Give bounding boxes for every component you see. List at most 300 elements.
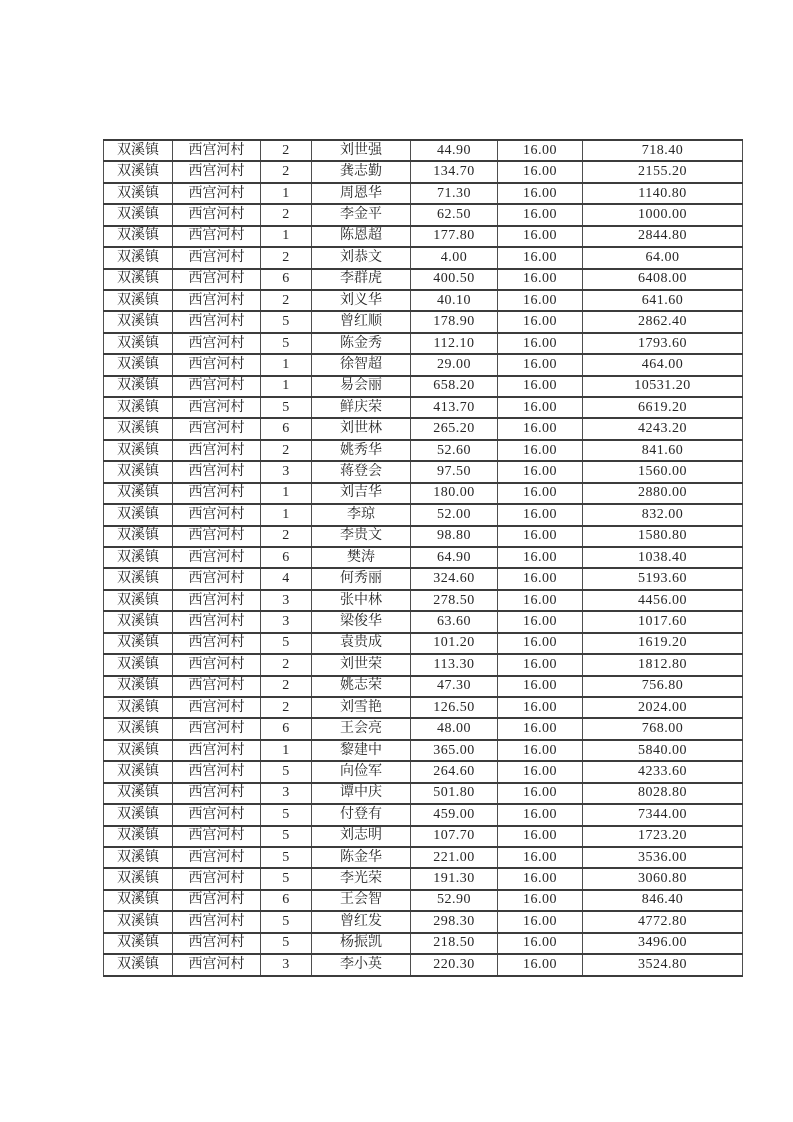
cell-group-number: 1 bbox=[261, 504, 312, 525]
cell-amount: 64.00 bbox=[583, 247, 743, 268]
cell-group-number: 5 bbox=[261, 911, 312, 932]
cell-person-name: 李光荣 bbox=[312, 868, 411, 889]
cell-village: 西宫河村 bbox=[173, 804, 261, 825]
cell-rate: 16.00 bbox=[498, 826, 583, 847]
cell-area: 365.00 bbox=[411, 740, 498, 761]
cell-amount: 464.00 bbox=[583, 354, 743, 375]
cell-person-name: 刘世强 bbox=[312, 140, 411, 161]
cell-group-number: 6 bbox=[261, 269, 312, 290]
cell-town: 双溪镇 bbox=[104, 161, 173, 182]
cell-town: 双溪镇 bbox=[104, 633, 173, 654]
table-row bbox=[104, 440, 743, 461]
cell-group-number: 1 bbox=[261, 740, 312, 761]
cell-town: 双溪镇 bbox=[104, 890, 173, 911]
table-row bbox=[104, 633, 743, 654]
cell-village: 西宫河村 bbox=[173, 740, 261, 761]
cell-rate: 16.00 bbox=[498, 504, 583, 525]
cell-rate: 16.00 bbox=[498, 526, 583, 547]
cell-group-number: 2 bbox=[261, 140, 312, 161]
cell-person-name: 谭中庆 bbox=[312, 783, 411, 804]
cell-rate: 16.00 bbox=[498, 868, 583, 889]
table-row bbox=[104, 890, 743, 911]
cell-rate: 16.00 bbox=[498, 933, 583, 954]
cell-person-name: 刘志明 bbox=[312, 826, 411, 847]
cell-town: 双溪镇 bbox=[104, 354, 173, 375]
cell-rate: 16.00 bbox=[498, 311, 583, 332]
cell-area: 278.50 bbox=[411, 590, 498, 611]
cell-rate: 16.00 bbox=[498, 611, 583, 632]
cell-village: 西宫河村 bbox=[173, 461, 261, 482]
cell-person-name: 李金平 bbox=[312, 204, 411, 225]
cell-person-name: 李群虎 bbox=[312, 269, 411, 290]
cell-group-number: 5 bbox=[261, 933, 312, 954]
cell-person-name: 陈金华 bbox=[312, 847, 411, 868]
cell-village: 西宫河村 bbox=[173, 890, 261, 911]
cell-person-name: 梁俊华 bbox=[312, 611, 411, 632]
cell-person-name: 陈恩超 bbox=[312, 226, 411, 247]
table-row bbox=[104, 526, 743, 547]
table-row bbox=[104, 761, 743, 782]
cell-town: 双溪镇 bbox=[104, 933, 173, 954]
cell-area: 107.70 bbox=[411, 826, 498, 847]
cell-village: 西宫河村 bbox=[173, 418, 261, 439]
table-row bbox=[104, 868, 743, 889]
cell-rate: 16.00 bbox=[498, 333, 583, 354]
cell-person-name: 龚志勤 bbox=[312, 161, 411, 182]
cell-group-number: 3 bbox=[261, 611, 312, 632]
cell-amount: 3536.00 bbox=[583, 847, 743, 868]
cell-area: 101.20 bbox=[411, 633, 498, 654]
cell-person-name: 刘世荣 bbox=[312, 654, 411, 675]
cell-town: 双溪镇 bbox=[104, 590, 173, 611]
cell-town: 双溪镇 bbox=[104, 461, 173, 482]
cell-amount: 1140.80 bbox=[583, 183, 743, 204]
table-row bbox=[104, 483, 743, 504]
cell-amount: 1560.00 bbox=[583, 461, 743, 482]
cell-amount: 1812.80 bbox=[583, 654, 743, 675]
cell-amount: 1017.60 bbox=[583, 611, 743, 632]
table-row bbox=[104, 933, 743, 954]
cell-rate: 16.00 bbox=[498, 654, 583, 675]
table-row bbox=[104, 697, 743, 718]
cell-area: 112.10 bbox=[411, 333, 498, 354]
cell-amount: 832.00 bbox=[583, 504, 743, 525]
cell-town: 双溪镇 bbox=[104, 911, 173, 932]
cell-person-name: 张中林 bbox=[312, 590, 411, 611]
cell-rate: 16.00 bbox=[498, 269, 583, 290]
cell-person-name: 李贵文 bbox=[312, 526, 411, 547]
cell-area: 29.00 bbox=[411, 354, 498, 375]
cell-group-number: 1 bbox=[261, 183, 312, 204]
cell-amount: 2862.40 bbox=[583, 311, 743, 332]
cell-village: 西宫河村 bbox=[173, 590, 261, 611]
table-row bbox=[104, 354, 743, 375]
cell-town: 双溪镇 bbox=[104, 376, 173, 397]
cell-amount: 1000.00 bbox=[583, 204, 743, 225]
cell-village: 西宫河村 bbox=[173, 354, 261, 375]
cell-group-number: 6 bbox=[261, 718, 312, 739]
cell-group-number: 6 bbox=[261, 418, 312, 439]
cell-rate: 16.00 bbox=[498, 354, 583, 375]
cell-town: 双溪镇 bbox=[104, 140, 173, 161]
cell-village: 西宫河村 bbox=[173, 676, 261, 697]
cell-town: 双溪镇 bbox=[104, 783, 173, 804]
cell-amount: 5840.00 bbox=[583, 740, 743, 761]
cell-group-number: 4 bbox=[261, 568, 312, 589]
cell-village: 西宫河村 bbox=[173, 761, 261, 782]
cell-area: 221.00 bbox=[411, 847, 498, 868]
cell-rate: 16.00 bbox=[498, 461, 583, 482]
cell-town: 双溪镇 bbox=[104, 718, 173, 739]
cell-rate: 16.00 bbox=[498, 161, 583, 182]
cell-area: 44.90 bbox=[411, 140, 498, 161]
cell-group-number: 2 bbox=[261, 676, 312, 697]
cell-group-number: 6 bbox=[261, 547, 312, 568]
cell-amount: 2024.00 bbox=[583, 697, 743, 718]
cell-area: 47.30 bbox=[411, 676, 498, 697]
cell-amount: 1038.40 bbox=[583, 547, 743, 568]
cell-group-number: 5 bbox=[261, 847, 312, 868]
cell-village: 西宫河村 bbox=[173, 933, 261, 954]
cell-rate: 16.00 bbox=[498, 418, 583, 439]
cell-town: 双溪镇 bbox=[104, 697, 173, 718]
cell-group-number: 2 bbox=[261, 697, 312, 718]
cell-rate: 16.00 bbox=[498, 954, 583, 976]
table-row bbox=[104, 611, 743, 632]
cell-person-name: 曾红发 bbox=[312, 911, 411, 932]
cell-village: 西宫河村 bbox=[173, 333, 261, 354]
cell-rate: 16.00 bbox=[498, 633, 583, 654]
cell-village: 西宫河村 bbox=[173, 483, 261, 504]
cell-rate: 16.00 bbox=[498, 247, 583, 268]
cell-village: 西宫河村 bbox=[173, 611, 261, 632]
table-row bbox=[104, 783, 743, 804]
cell-area: 113.30 bbox=[411, 654, 498, 675]
cell-area: 98.80 bbox=[411, 526, 498, 547]
cell-group-number: 2 bbox=[261, 526, 312, 547]
cell-village: 西宫河村 bbox=[173, 183, 261, 204]
table-row bbox=[104, 140, 743, 161]
table-row bbox=[104, 269, 743, 290]
subsidy-table-body bbox=[104, 140, 743, 976]
cell-rate: 16.00 bbox=[498, 847, 583, 868]
cell-town: 双溪镇 bbox=[104, 740, 173, 761]
cell-group-number: 5 bbox=[261, 826, 312, 847]
cell-rate: 16.00 bbox=[498, 890, 583, 911]
cell-person-name: 向俭军 bbox=[312, 761, 411, 782]
cell-village: 西宫河村 bbox=[173, 826, 261, 847]
cell-group-number: 2 bbox=[261, 290, 312, 311]
table-row bbox=[104, 183, 743, 204]
cell-amount: 3524.80 bbox=[583, 954, 743, 976]
table-row bbox=[104, 911, 743, 932]
cell-town: 双溪镇 bbox=[104, 183, 173, 204]
table-row bbox=[104, 397, 743, 418]
table-row bbox=[104, 418, 743, 439]
cell-town: 双溪镇 bbox=[104, 847, 173, 868]
cell-amount: 2844.80 bbox=[583, 226, 743, 247]
table-row bbox=[104, 847, 743, 868]
cell-person-name: 刘义华 bbox=[312, 290, 411, 311]
cell-town: 双溪镇 bbox=[104, 611, 173, 632]
cell-person-name: 李琼 bbox=[312, 504, 411, 525]
cell-area: 4.00 bbox=[411, 247, 498, 268]
cell-area: 62.50 bbox=[411, 204, 498, 225]
table-row bbox=[104, 461, 743, 482]
cell-group-number: 2 bbox=[261, 440, 312, 461]
cell-area: 97.50 bbox=[411, 461, 498, 482]
cell-rate: 16.00 bbox=[498, 547, 583, 568]
cell-village: 西宫河村 bbox=[173, 526, 261, 547]
cell-town: 双溪镇 bbox=[104, 954, 173, 976]
cell-town: 双溪镇 bbox=[104, 333, 173, 354]
cell-town: 双溪镇 bbox=[104, 868, 173, 889]
cell-person-name: 刘雪艳 bbox=[312, 697, 411, 718]
cell-group-number: 3 bbox=[261, 590, 312, 611]
cell-amount: 3496.00 bbox=[583, 933, 743, 954]
cell-person-name: 蒋登会 bbox=[312, 461, 411, 482]
cell-group-number: 1 bbox=[261, 483, 312, 504]
cell-amount: 3060.80 bbox=[583, 868, 743, 889]
cell-person-name: 王会智 bbox=[312, 890, 411, 911]
cell-village: 西宫河村 bbox=[173, 247, 261, 268]
cell-rate: 16.00 bbox=[498, 911, 583, 932]
cell-town: 双溪镇 bbox=[104, 826, 173, 847]
cell-group-number: 5 bbox=[261, 311, 312, 332]
cell-group-number: 1 bbox=[261, 376, 312, 397]
cell-rate: 16.00 bbox=[498, 676, 583, 697]
cell-town: 双溪镇 bbox=[104, 269, 173, 290]
table-row bbox=[104, 376, 743, 397]
cell-person-name: 易会丽 bbox=[312, 376, 411, 397]
cell-town: 双溪镇 bbox=[104, 204, 173, 225]
cell-town: 双溪镇 bbox=[104, 526, 173, 547]
cell-area: 180.00 bbox=[411, 483, 498, 504]
cell-town: 双溪镇 bbox=[104, 568, 173, 589]
cell-amount: 8028.80 bbox=[583, 783, 743, 804]
cell-amount: 1580.80 bbox=[583, 526, 743, 547]
cell-area: 177.80 bbox=[411, 226, 498, 247]
cell-town: 双溪镇 bbox=[104, 804, 173, 825]
table-row bbox=[104, 504, 743, 525]
cell-amount: 6619.20 bbox=[583, 397, 743, 418]
cell-area: 63.60 bbox=[411, 611, 498, 632]
cell-area: 64.90 bbox=[411, 547, 498, 568]
cell-person-name: 曾红顺 bbox=[312, 311, 411, 332]
cell-area: 52.00 bbox=[411, 504, 498, 525]
cell-person-name: 何秀丽 bbox=[312, 568, 411, 589]
cell-person-name: 袁贵成 bbox=[312, 633, 411, 654]
cell-group-number: 2 bbox=[261, 247, 312, 268]
cell-rate: 16.00 bbox=[498, 568, 583, 589]
cell-amount: 4233.60 bbox=[583, 761, 743, 782]
cell-rate: 16.00 bbox=[498, 397, 583, 418]
cell-amount: 4456.00 bbox=[583, 590, 743, 611]
cell-group-number: 3 bbox=[261, 461, 312, 482]
cell-area: 71.30 bbox=[411, 183, 498, 204]
table-row bbox=[104, 804, 743, 825]
cell-village: 西宫河村 bbox=[173, 654, 261, 675]
cell-village: 西宫河村 bbox=[173, 140, 261, 161]
cell-rate: 16.00 bbox=[498, 697, 583, 718]
table-row bbox=[104, 311, 743, 332]
cell-amount: 2880.00 bbox=[583, 483, 743, 504]
cell-village: 西宫河村 bbox=[173, 161, 261, 182]
cell-village: 西宫河村 bbox=[173, 718, 261, 739]
table-row bbox=[104, 290, 743, 311]
cell-rate: 16.00 bbox=[498, 483, 583, 504]
cell-area: 658.20 bbox=[411, 376, 498, 397]
cell-town: 双溪镇 bbox=[104, 483, 173, 504]
table-row bbox=[104, 826, 743, 847]
cell-rate: 16.00 bbox=[498, 204, 583, 225]
table-row bbox=[104, 954, 743, 976]
cell-village: 西宫河村 bbox=[173, 847, 261, 868]
cell-area: 220.30 bbox=[411, 954, 498, 976]
subsidy-table bbox=[103, 139, 743, 977]
cell-village: 西宫河村 bbox=[173, 547, 261, 568]
cell-person-name: 周恩华 bbox=[312, 183, 411, 204]
cell-town: 双溪镇 bbox=[104, 504, 173, 525]
cell-town: 双溪镇 bbox=[104, 761, 173, 782]
table-row bbox=[104, 590, 743, 611]
cell-person-name: 陈金秀 bbox=[312, 333, 411, 354]
cell-area: 52.60 bbox=[411, 440, 498, 461]
cell-area: 400.50 bbox=[411, 269, 498, 290]
cell-town: 双溪镇 bbox=[104, 397, 173, 418]
cell-area: 264.60 bbox=[411, 761, 498, 782]
cell-rate: 16.00 bbox=[498, 140, 583, 161]
cell-group-number: 3 bbox=[261, 783, 312, 804]
cell-village: 西宫河村 bbox=[173, 504, 261, 525]
cell-area: 218.50 bbox=[411, 933, 498, 954]
table-row bbox=[104, 547, 743, 568]
cell-amount: 5193.60 bbox=[583, 568, 743, 589]
cell-area: 191.30 bbox=[411, 868, 498, 889]
cell-rate: 16.00 bbox=[498, 783, 583, 804]
cell-amount: 2155.20 bbox=[583, 161, 743, 182]
cell-person-name: 黎建中 bbox=[312, 740, 411, 761]
table-row bbox=[104, 204, 743, 225]
cell-person-name: 鲜庆荣 bbox=[312, 397, 411, 418]
cell-area: 324.60 bbox=[411, 568, 498, 589]
cell-rate: 16.00 bbox=[498, 440, 583, 461]
cell-group-number: 1 bbox=[261, 354, 312, 375]
cell-person-name: 樊涛 bbox=[312, 547, 411, 568]
cell-amount: 4772.80 bbox=[583, 911, 743, 932]
cell-village: 西宫河村 bbox=[173, 290, 261, 311]
cell-amount: 6408.00 bbox=[583, 269, 743, 290]
cell-rate: 16.00 bbox=[498, 590, 583, 611]
cell-amount: 1793.60 bbox=[583, 333, 743, 354]
cell-village: 西宫河村 bbox=[173, 911, 261, 932]
cell-town: 双溪镇 bbox=[104, 247, 173, 268]
cell-group-number: 5 bbox=[261, 761, 312, 782]
cell-group-number: 5 bbox=[261, 804, 312, 825]
cell-amount: 641.60 bbox=[583, 290, 743, 311]
cell-village: 西宫河村 bbox=[173, 633, 261, 654]
cell-amount: 7344.00 bbox=[583, 804, 743, 825]
cell-rate: 16.00 bbox=[498, 290, 583, 311]
cell-group-number: 5 bbox=[261, 333, 312, 354]
cell-person-name: 杨振凯 bbox=[312, 933, 411, 954]
cell-amount: 841.60 bbox=[583, 440, 743, 461]
cell-person-name: 姚秀华 bbox=[312, 440, 411, 461]
cell-town: 双溪镇 bbox=[104, 311, 173, 332]
cell-amount: 4243.20 bbox=[583, 418, 743, 439]
cell-amount: 1723.20 bbox=[583, 826, 743, 847]
cell-person-name: 刘恭文 bbox=[312, 247, 411, 268]
table-row bbox=[104, 161, 743, 182]
cell-village: 西宫河村 bbox=[173, 269, 261, 290]
cell-town: 双溪镇 bbox=[104, 226, 173, 247]
cell-area: 48.00 bbox=[411, 718, 498, 739]
cell-village: 西宫河村 bbox=[173, 954, 261, 976]
cell-amount: 718.40 bbox=[583, 140, 743, 161]
cell-person-name: 王会亮 bbox=[312, 718, 411, 739]
cell-rate: 16.00 bbox=[498, 804, 583, 825]
cell-amount: 1619.20 bbox=[583, 633, 743, 654]
cell-group-number: 6 bbox=[261, 890, 312, 911]
cell-group-number: 5 bbox=[261, 868, 312, 889]
cell-rate: 16.00 bbox=[498, 740, 583, 761]
cell-rate: 16.00 bbox=[498, 718, 583, 739]
cell-area: 298.30 bbox=[411, 911, 498, 932]
cell-group-number: 2 bbox=[261, 204, 312, 225]
cell-area: 178.90 bbox=[411, 311, 498, 332]
cell-town: 双溪镇 bbox=[104, 418, 173, 439]
cell-area: 126.50 bbox=[411, 697, 498, 718]
cell-person-name: 徐智超 bbox=[312, 354, 411, 375]
cell-person-name: 刘吉华 bbox=[312, 483, 411, 504]
cell-village: 西宫河村 bbox=[173, 440, 261, 461]
table-row bbox=[104, 568, 743, 589]
cell-village: 西宫河村 bbox=[173, 868, 261, 889]
cell-group-number: 5 bbox=[261, 397, 312, 418]
cell-village: 西宫河村 bbox=[173, 376, 261, 397]
cell-area: 134.70 bbox=[411, 161, 498, 182]
cell-rate: 16.00 bbox=[498, 761, 583, 782]
cell-group-number: 3 bbox=[261, 954, 312, 976]
cell-town: 双溪镇 bbox=[104, 547, 173, 568]
cell-village: 西宫河村 bbox=[173, 697, 261, 718]
cell-rate: 16.00 bbox=[498, 183, 583, 204]
cell-person-name: 姚志荣 bbox=[312, 676, 411, 697]
cell-area: 265.20 bbox=[411, 418, 498, 439]
cell-town: 双溪镇 bbox=[104, 440, 173, 461]
cell-group-number: 5 bbox=[261, 633, 312, 654]
cell-amount: 846.40 bbox=[583, 890, 743, 911]
table-row bbox=[104, 226, 743, 247]
table-row bbox=[104, 676, 743, 697]
cell-village: 西宫河村 bbox=[173, 397, 261, 418]
cell-group-number: 1 bbox=[261, 226, 312, 247]
cell-group-number: 2 bbox=[261, 654, 312, 675]
cell-amount: 756.80 bbox=[583, 676, 743, 697]
cell-village: 西宫河村 bbox=[173, 226, 261, 247]
cell-area: 501.80 bbox=[411, 783, 498, 804]
cell-village: 西宫河村 bbox=[173, 568, 261, 589]
cell-rate: 16.00 bbox=[498, 376, 583, 397]
cell-area: 52.90 bbox=[411, 890, 498, 911]
cell-village: 西宫河村 bbox=[173, 783, 261, 804]
cell-area: 413.70 bbox=[411, 397, 498, 418]
cell-area: 40.10 bbox=[411, 290, 498, 311]
cell-person-name: 刘世林 bbox=[312, 418, 411, 439]
cell-person-name: 李小英 bbox=[312, 954, 411, 976]
cell-town: 双溪镇 bbox=[104, 676, 173, 697]
cell-group-number: 2 bbox=[261, 161, 312, 182]
